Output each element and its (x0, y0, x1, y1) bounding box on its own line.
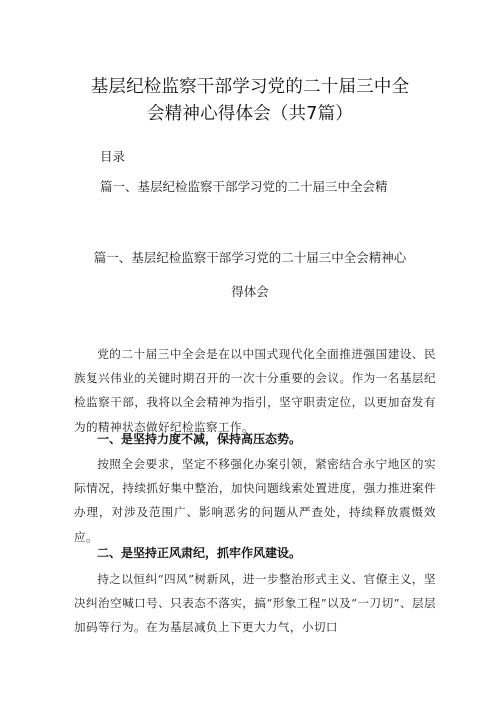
toc-item[interactable]: 篇一、基层纪检监察干部学习党的二十届三中全会精 (100, 179, 388, 194)
document-title (60, 74, 440, 128)
document-title-line1: 基层纪检监察干部学习党的二十届三中全 (90, 77, 410, 97)
body-paragraph: 按照全会要求，坚定不移强化办案引领，紧密结合永宁地区的实际情况，持续抓好集中整治，加快问题线索处置进度，强力推进案件办理，对涉及范围广、影响恶劣的问题从严查处，持续释放震慑效应。 (74, 457, 436, 544)
section-title-line1: 篇一、基层纪检监察干部学习党的二十届三中全会精神心 (93, 250, 407, 265)
body-paragraph: 党的二十届三中全会是在以中国式现代化全面推进强国建设、民族复兴伟业的关键时期召开的一次十分重要的会议。作为一名基层纪检监察干部，我将以全会精神为指引，坚守职责定位，以更加奋发有为的精神状态做好纪检监察工作。 (74, 347, 436, 434)
toc-heading: 目录 (100, 149, 126, 164)
document-title-line2: 会精神心得体会（共7篇） (146, 104, 354, 124)
subheading: 二、是坚持正风肃纪，抓牢作风建设。 (97, 546, 302, 560)
section-title-line2: 得体会 (231, 284, 269, 299)
body-paragraph: 持之以恒纠“四风”树新风，进一步整治形式主义、官僚主义，坚决纠治空喊口号、只表态不落实，搞“形象工程”以及“一刀切”、层层加码等行为。在为基层减负上下更大力气，小切口 (74, 572, 436, 635)
subheading: 一、是坚持力度不减，保持高压态势。 (97, 432, 302, 446)
